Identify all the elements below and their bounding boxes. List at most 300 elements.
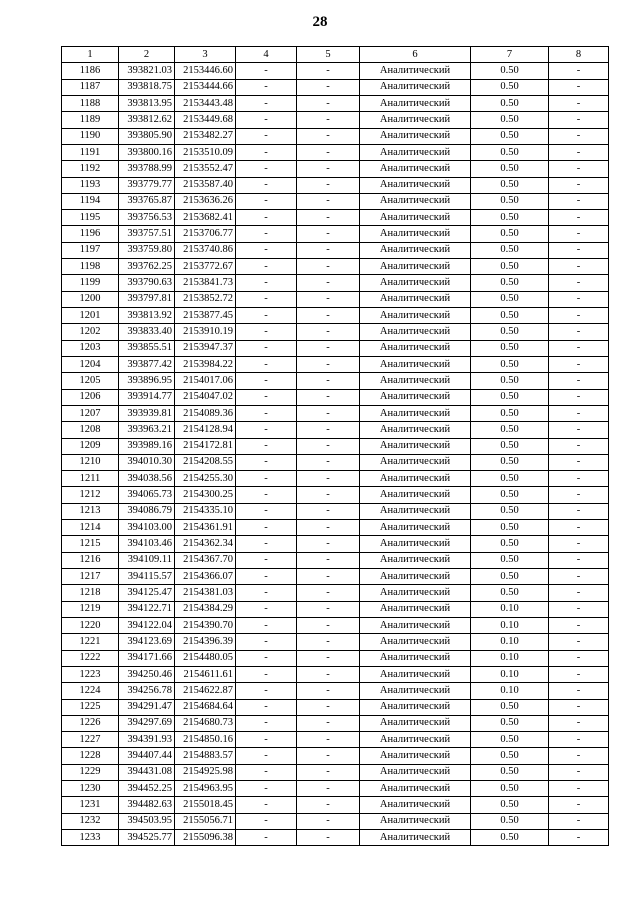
column-4-cell: - <box>236 177 297 193</box>
x-coordinate-cell: 394171.66 <box>119 650 175 666</box>
table-row <box>62 63 609 79</box>
accuracy-cell: 0.50 <box>471 405 549 421</box>
x-coordinate-cell: 393855.51 <box>119 340 175 356</box>
x-coordinate-cell: 393813.92 <box>119 308 175 324</box>
method-cell: Аналитический <box>360 177 471 193</box>
column-5-cell: - <box>297 503 360 519</box>
accuracy-cell: 0.50 <box>471 813 549 829</box>
x-coordinate-cell: 393818.75 <box>119 79 175 95</box>
column-5-cell: - <box>297 471 360 487</box>
column-8-cell: - <box>549 340 609 356</box>
x-coordinate-cell: 393757.51 <box>119 226 175 242</box>
method-cell: Аналитический <box>360 487 471 503</box>
accuracy-cell: 0.50 <box>471 487 549 503</box>
column-5-cell: - <box>297 144 360 160</box>
method-cell: Аналитический <box>360 650 471 666</box>
column-8-cell: - <box>549 536 609 552</box>
column-4-cell: - <box>236 666 297 682</box>
column-4-cell: - <box>236 813 297 829</box>
column-5-cell: - <box>297 128 360 144</box>
table-row <box>62 683 609 699</box>
column-5-cell: - <box>297 715 360 731</box>
table-row <box>62 161 609 177</box>
method-cell: Аналитический <box>360 536 471 552</box>
point-number-cell: 1211 <box>62 471 119 487</box>
column-5-cell: - <box>297 373 360 389</box>
method-cell: Аналитический <box>360 520 471 536</box>
accuracy-cell: 0.50 <box>471 536 549 552</box>
method-cell: Аналитический <box>360 405 471 421</box>
x-coordinate-cell: 394103.46 <box>119 536 175 552</box>
accuracy-cell: 0.50 <box>471 471 549 487</box>
x-coordinate-cell: 394125.47 <box>119 585 175 601</box>
point-number-cell: 1221 <box>62 634 119 650</box>
y-coordinate-cell: 2154963.95 <box>175 781 236 797</box>
point-number-cell: 1196 <box>62 226 119 242</box>
method-cell: Аналитический <box>360 552 471 568</box>
method-cell: Аналитический <box>360 389 471 405</box>
x-coordinate-cell: 393896.95 <box>119 373 175 389</box>
x-coordinate-cell: 393765.87 <box>119 193 175 209</box>
accuracy-cell: 0.50 <box>471 503 549 519</box>
column-4-cell: - <box>236 242 297 258</box>
column-8-cell: - <box>549 193 609 209</box>
method-cell: Аналитический <box>360 503 471 519</box>
accuracy-cell: 0.50 <box>471 764 549 780</box>
method-cell: Аналитический <box>360 471 471 487</box>
column-header: 5 <box>297 47 360 63</box>
x-coordinate-cell: 394391.93 <box>119 732 175 748</box>
table-row <box>62 193 609 209</box>
column-4-cell: - <box>236 454 297 470</box>
method-cell: Аналитический <box>360 830 471 846</box>
point-number-cell: 1192 <box>62 161 119 177</box>
accuracy-cell: 0.50 <box>471 389 549 405</box>
table-row <box>62 128 609 144</box>
y-coordinate-cell: 2154680.73 <box>175 715 236 731</box>
point-number-cell: 1219 <box>62 601 119 617</box>
column-8-cell: - <box>549 830 609 846</box>
y-coordinate-cell: 2153443.48 <box>175 95 236 111</box>
column-8-cell: - <box>549 291 609 307</box>
table-row <box>62 732 609 748</box>
column-4-cell: - <box>236 226 297 242</box>
table-row <box>62 324 609 340</box>
accuracy-cell: 0.50 <box>471 161 549 177</box>
column-5-cell: - <box>297 242 360 258</box>
column-8-cell: - <box>549 161 609 177</box>
column-4-cell: - <box>236 732 297 748</box>
y-coordinate-cell: 2154684.64 <box>175 699 236 715</box>
y-coordinate-cell: 2154384.29 <box>175 601 236 617</box>
column-8-cell: - <box>549 748 609 764</box>
point-number-cell: 1229 <box>62 764 119 780</box>
accuracy-cell: 0.50 <box>471 242 549 258</box>
x-coordinate-cell: 393821.03 <box>119 63 175 79</box>
method-cell: Аналитический <box>360 585 471 601</box>
accuracy-cell: 0.50 <box>471 291 549 307</box>
column-4-cell: - <box>236 112 297 128</box>
accuracy-cell: 0.50 <box>471 112 549 128</box>
column-5-cell: - <box>297 748 360 764</box>
table-row <box>62 503 609 519</box>
coordinates-table <box>61 46 609 846</box>
method-cell: Аналитический <box>360 813 471 829</box>
column-4-cell: - <box>236 308 297 324</box>
column-5-cell: - <box>297 340 360 356</box>
column-8-cell: - <box>549 324 609 340</box>
y-coordinate-cell: 2153636.26 <box>175 193 236 209</box>
column-8-cell: - <box>549 699 609 715</box>
column-8-cell: - <box>549 454 609 470</box>
accuracy-cell: 0.50 <box>471 732 549 748</box>
method-cell: Аналитический <box>360 324 471 340</box>
column-4-cell: - <box>236 487 297 503</box>
y-coordinate-cell: 2154611.61 <box>175 666 236 682</box>
column-8-cell: - <box>549 650 609 666</box>
column-5-cell: - <box>297 63 360 79</box>
column-4-cell: - <box>236 324 297 340</box>
column-8-cell: - <box>549 177 609 193</box>
column-4-cell: - <box>236 569 297 585</box>
y-coordinate-cell: 2154300.25 <box>175 487 236 503</box>
x-coordinate-cell: 393833.40 <box>119 324 175 340</box>
table-row <box>62 634 609 650</box>
table-row <box>62 226 609 242</box>
table-row <box>62 569 609 585</box>
point-number-cell: 1215 <box>62 536 119 552</box>
column-5-cell: - <box>297 95 360 111</box>
x-coordinate-cell: 394503.95 <box>119 813 175 829</box>
x-coordinate-cell: 393790.63 <box>119 275 175 291</box>
x-coordinate-cell: 394122.04 <box>119 617 175 633</box>
point-number-cell: 1189 <box>62 112 119 128</box>
method-cell: Аналитический <box>360 422 471 438</box>
accuracy-cell: 0.50 <box>471 275 549 291</box>
table-row <box>62 144 609 160</box>
x-coordinate-cell: 393877.42 <box>119 356 175 372</box>
table-row <box>62 520 609 536</box>
accuracy-cell: 0.50 <box>471 210 549 226</box>
column-5-cell: - <box>297 536 360 552</box>
column-8-cell: - <box>549 601 609 617</box>
accuracy-cell: 0.50 <box>471 79 549 95</box>
x-coordinate-cell: 393762.25 <box>119 259 175 275</box>
column-4-cell: - <box>236 210 297 226</box>
column-4-cell: - <box>236 715 297 731</box>
method-cell: Аналитический <box>360 193 471 209</box>
accuracy-cell: 0.10 <box>471 666 549 682</box>
method-cell: Аналитический <box>360 699 471 715</box>
y-coordinate-cell: 2153552.47 <box>175 161 236 177</box>
column-5-cell: - <box>297 617 360 633</box>
column-5-cell: - <box>297 275 360 291</box>
method-cell: Аналитический <box>360 634 471 650</box>
column-header: 2 <box>119 47 175 63</box>
column-5-cell: - <box>297 438 360 454</box>
table-row <box>62 210 609 226</box>
x-coordinate-cell: 393779.77 <box>119 177 175 193</box>
x-coordinate-cell: 394086.79 <box>119 503 175 519</box>
column-5-cell: - <box>297 764 360 780</box>
y-coordinate-cell: 2154381.03 <box>175 585 236 601</box>
accuracy-cell: 0.50 <box>471 422 549 438</box>
point-number-cell: 1210 <box>62 454 119 470</box>
point-number-cell: 1206 <box>62 389 119 405</box>
column-5-cell: - <box>297 308 360 324</box>
column-5-cell: - <box>297 291 360 307</box>
table-row <box>62 422 609 438</box>
point-number-cell: 1231 <box>62 797 119 813</box>
method-cell: Аналитический <box>360 715 471 731</box>
table-row <box>62 405 609 421</box>
column-header: 7 <box>471 47 549 63</box>
column-8-cell: - <box>549 813 609 829</box>
column-5-cell: - <box>297 259 360 275</box>
x-coordinate-cell: 393805.90 <box>119 128 175 144</box>
table-row <box>62 536 609 552</box>
method-cell: Аналитический <box>360 112 471 128</box>
column-8-cell: - <box>549 79 609 95</box>
table-row <box>62 487 609 503</box>
table-row <box>62 601 609 617</box>
accuracy-cell: 0.10 <box>471 617 549 633</box>
accuracy-cell: 0.10 <box>471 634 549 650</box>
y-coordinate-cell: 2153841.73 <box>175 275 236 291</box>
column-5-cell: - <box>297 112 360 128</box>
column-4-cell: - <box>236 552 297 568</box>
y-coordinate-cell: 2153740.86 <box>175 242 236 258</box>
point-number-cell: 1198 <box>62 259 119 275</box>
method-cell: Аналитический <box>360 781 471 797</box>
accuracy-cell: 0.50 <box>471 585 549 601</box>
accuracy-cell: 0.50 <box>471 797 549 813</box>
accuracy-cell: 0.50 <box>471 308 549 324</box>
y-coordinate-cell: 2153444.66 <box>175 79 236 95</box>
y-coordinate-cell: 2154362.34 <box>175 536 236 552</box>
point-number-cell: 1213 <box>62 503 119 519</box>
method-cell: Аналитический <box>360 128 471 144</box>
column-4-cell: - <box>236 422 297 438</box>
method-cell: Аналитический <box>360 210 471 226</box>
column-4-cell: - <box>236 699 297 715</box>
x-coordinate-cell: 393788.99 <box>119 161 175 177</box>
point-number-cell: 1232 <box>62 813 119 829</box>
point-number-cell: 1217 <box>62 569 119 585</box>
accuracy-cell: 0.50 <box>471 95 549 111</box>
table-row <box>62 259 609 275</box>
point-number-cell: 1220 <box>62 617 119 633</box>
column-8-cell: - <box>549 520 609 536</box>
accuracy-cell: 0.50 <box>471 128 549 144</box>
method-cell: Аналитический <box>360 617 471 633</box>
x-coordinate-cell: 394250.46 <box>119 666 175 682</box>
accuracy-cell: 0.50 <box>471 193 549 209</box>
method-cell: Аналитический <box>360 569 471 585</box>
table-row <box>62 242 609 258</box>
point-number-cell: 1225 <box>62 699 119 715</box>
point-number-cell: 1218 <box>62 585 119 601</box>
point-number-cell: 1199 <box>62 275 119 291</box>
column-4-cell: - <box>236 259 297 275</box>
method-cell: Аналитический <box>360 797 471 813</box>
table-row <box>62 177 609 193</box>
column-header: 8 <box>549 47 609 63</box>
column-5-cell: - <box>297 177 360 193</box>
column-8-cell: - <box>549 405 609 421</box>
point-number-cell: 1208 <box>62 422 119 438</box>
y-coordinate-cell: 2153482.27 <box>175 128 236 144</box>
x-coordinate-cell: 394291.47 <box>119 699 175 715</box>
y-coordinate-cell: 2154128.94 <box>175 422 236 438</box>
column-header: 6 <box>360 47 471 63</box>
x-coordinate-cell: 393914.77 <box>119 389 175 405</box>
column-4-cell: - <box>236 471 297 487</box>
column-5-cell: - <box>297 634 360 650</box>
method-cell: Аналитический <box>360 308 471 324</box>
column-4-cell: - <box>236 128 297 144</box>
x-coordinate-cell: 393759.80 <box>119 242 175 258</box>
accuracy-cell: 0.50 <box>471 781 549 797</box>
accuracy-cell: 0.50 <box>471 226 549 242</box>
point-number-cell: 1214 <box>62 520 119 536</box>
y-coordinate-cell: 2154047.02 <box>175 389 236 405</box>
y-coordinate-cell: 2154017.06 <box>175 373 236 389</box>
column-8-cell: - <box>549 617 609 633</box>
column-5-cell: - <box>297 569 360 585</box>
table-row <box>62 356 609 372</box>
table-row <box>62 585 609 601</box>
column-4-cell: - <box>236 438 297 454</box>
method-cell: Аналитический <box>360 666 471 682</box>
y-coordinate-cell: 2154925.98 <box>175 764 236 780</box>
column-8-cell: - <box>549 308 609 324</box>
column-5-cell: - <box>297 699 360 715</box>
accuracy-cell: 0.50 <box>471 144 549 160</box>
point-number-cell: 1201 <box>62 308 119 324</box>
column-8-cell: - <box>549 471 609 487</box>
column-8-cell: - <box>549 95 609 111</box>
x-coordinate-cell: 394297.69 <box>119 715 175 731</box>
y-coordinate-cell: 2153772.67 <box>175 259 236 275</box>
point-number-cell: 1193 <box>62 177 119 193</box>
point-number-cell: 1202 <box>62 324 119 340</box>
point-number-cell: 1186 <box>62 63 119 79</box>
column-4-cell: - <box>236 63 297 79</box>
point-number-cell: 1204 <box>62 356 119 372</box>
column-header: 3 <box>175 47 236 63</box>
method-cell: Аналитический <box>360 340 471 356</box>
point-number-cell: 1223 <box>62 666 119 682</box>
x-coordinate-cell: 394115.57 <box>119 569 175 585</box>
column-4-cell: - <box>236 617 297 633</box>
x-coordinate-cell: 393797.81 <box>119 291 175 307</box>
accuracy-cell: 0.50 <box>471 324 549 340</box>
column-8-cell: - <box>549 63 609 79</box>
column-8-cell: - <box>549 732 609 748</box>
column-5-cell: - <box>297 666 360 682</box>
column-4-cell: - <box>236 781 297 797</box>
column-5-cell: - <box>297 324 360 340</box>
point-number-cell: 1200 <box>62 291 119 307</box>
method-cell: Аналитический <box>360 79 471 95</box>
accuracy-cell: 0.50 <box>471 520 549 536</box>
column-8-cell: - <box>549 552 609 568</box>
table-row <box>62 112 609 128</box>
column-5-cell: - <box>297 161 360 177</box>
table-row <box>62 830 609 846</box>
column-5-cell: - <box>297 552 360 568</box>
column-8-cell: - <box>549 781 609 797</box>
column-8-cell: - <box>549 242 609 258</box>
x-coordinate-cell: 394525.77 <box>119 830 175 846</box>
column-4-cell: - <box>236 797 297 813</box>
y-coordinate-cell: 2153984.22 <box>175 356 236 372</box>
accuracy-cell: 0.10 <box>471 683 549 699</box>
y-coordinate-cell: 2153587.40 <box>175 177 236 193</box>
point-number-cell: 1233 <box>62 830 119 846</box>
column-header: 4 <box>236 47 297 63</box>
column-4-cell: - <box>236 748 297 764</box>
point-number-cell: 1194 <box>62 193 119 209</box>
column-5-cell: - <box>297 797 360 813</box>
table-row <box>62 308 609 324</box>
accuracy-cell: 0.50 <box>471 63 549 79</box>
column-5-cell: - <box>297 830 360 846</box>
column-5-cell: - <box>297 650 360 666</box>
point-number-cell: 1195 <box>62 210 119 226</box>
method-cell: Аналитический <box>360 683 471 699</box>
accuracy-cell: 0.50 <box>471 177 549 193</box>
method-cell: Аналитический <box>360 601 471 617</box>
table-row <box>62 797 609 813</box>
method-cell: Аналитический <box>360 373 471 389</box>
x-coordinate-cell: 394407.44 <box>119 748 175 764</box>
column-5-cell: - <box>297 193 360 209</box>
column-8-cell: - <box>549 356 609 372</box>
table-body <box>62 63 609 846</box>
column-8-cell: - <box>549 144 609 160</box>
point-number-cell: 1212 <box>62 487 119 503</box>
column-4-cell: - <box>236 389 297 405</box>
y-coordinate-cell: 2154390.70 <box>175 617 236 633</box>
column-4-cell: - <box>236 585 297 601</box>
column-8-cell: - <box>549 128 609 144</box>
column-4-cell: - <box>236 291 297 307</box>
table-row <box>62 95 609 111</box>
table-row <box>62 373 609 389</box>
y-coordinate-cell: 2154335.10 <box>175 503 236 519</box>
x-coordinate-cell: 393813.95 <box>119 95 175 111</box>
point-number-cell: 1222 <box>62 650 119 666</box>
y-coordinate-cell: 2154172.81 <box>175 438 236 454</box>
y-coordinate-cell: 2154255.30 <box>175 471 236 487</box>
table-row <box>62 781 609 797</box>
y-coordinate-cell: 2154883.57 <box>175 748 236 764</box>
column-4-cell: - <box>236 830 297 846</box>
table-header-row <box>62 47 609 63</box>
column-8-cell: - <box>549 487 609 503</box>
y-coordinate-cell: 2154208.55 <box>175 454 236 470</box>
method-cell: Аналитический <box>360 438 471 454</box>
column-4-cell: - <box>236 634 297 650</box>
column-4-cell: - <box>236 503 297 519</box>
y-coordinate-cell: 2154361.91 <box>175 520 236 536</box>
y-coordinate-cell: 2155096.38 <box>175 830 236 846</box>
method-cell: Аналитический <box>360 95 471 111</box>
point-number-cell: 1227 <box>62 732 119 748</box>
y-coordinate-cell: 2154396.39 <box>175 634 236 650</box>
